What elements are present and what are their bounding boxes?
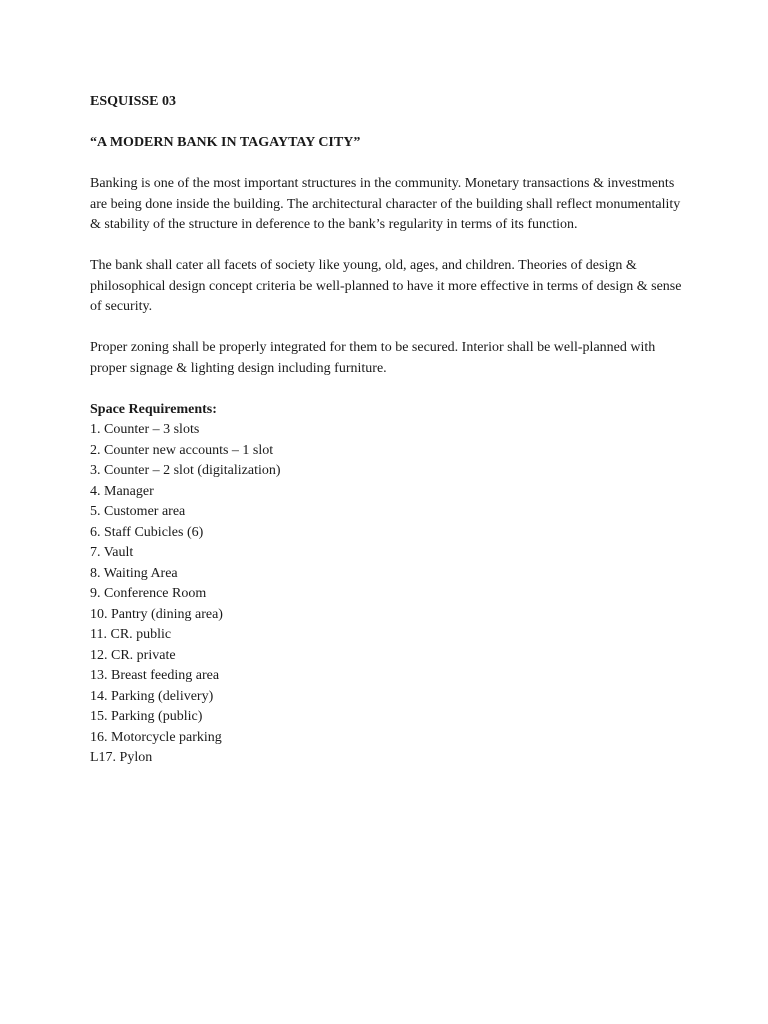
list-item: 10. Pantry (dining area) bbox=[90, 606, 223, 622]
paragraph-society: The bank shall cater all facets of society like young, old, ages, and children. Theories of design & philosophical design concept criteria be well-planned to have it more effective in terms of design & sense of security. bbox=[90, 258, 682, 314]
list-item: 15. Parking (public) bbox=[90, 709, 203, 724]
list-item: 14. Parking (delivery) bbox=[90, 688, 214, 704]
list-item: 3. Counter – 2 slot (digitalization) bbox=[90, 463, 281, 478]
space-requirements-list bbox=[90, 420, 690, 769]
document-page bbox=[90, 92, 690, 769]
list-item: L17. Pylon bbox=[90, 750, 153, 765]
list-item: 9. Conference Room bbox=[90, 586, 207, 601]
paragraph-zoning: Proper zoning shall be properly integrated for them to be secured. Interior shall be well-planned with proper signage & lighting design including furniture. bbox=[90, 340, 656, 376]
document-title: “A MODERN BANK IN TAGAYTAY CITY” bbox=[90, 135, 361, 150]
list-item: 16. Motorcycle parking bbox=[90, 729, 222, 745]
list-item: 13. Breast feeding area bbox=[90, 668, 220, 683]
list-item: 5. Customer area bbox=[90, 504, 186, 519]
paragraph-intro: Banking is one of the most important structures in the community. Monetary transactions & investments are being done inside the building. The architectural character of the building shall reflect monumentality & stability of the structure in deference to the bank’s regularity in terms of its function. bbox=[90, 176, 681, 232]
list-item: 11. CR. public bbox=[90, 627, 172, 642]
document-heading: ESQUISSE 03 bbox=[90, 94, 176, 109]
list-item: 6. Staff Cubicles (6) bbox=[90, 524, 204, 540]
list-item: 8. Waiting Area bbox=[90, 565, 178, 581]
list-item: 1. Counter – 3 slots bbox=[90, 422, 200, 437]
list-item: 2. Counter new accounts – 1 slot bbox=[90, 442, 274, 458]
list-item: 12. CR. private bbox=[90, 647, 176, 663]
list-item: 7. Vault bbox=[90, 545, 134, 560]
space-requirements-heading: Space Requirements: bbox=[90, 401, 217, 417]
list-item: 4. Manager bbox=[90, 483, 154, 499]
